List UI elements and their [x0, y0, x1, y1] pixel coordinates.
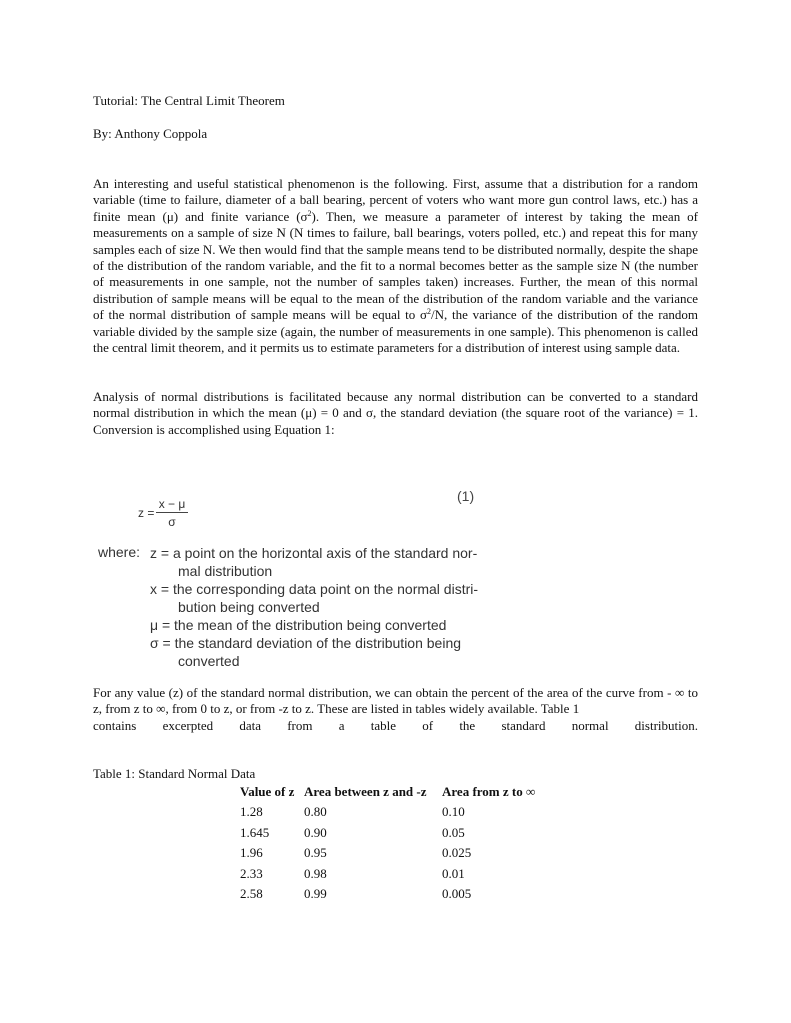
column-header-z: Value of z — [240, 784, 295, 799]
equation-fraction — [156, 497, 188, 529]
column-header-area-between: Area between z and -z — [304, 784, 427, 799]
cell-area-between: 0.98 — [304, 865, 327, 881]
equation-number: (1) — [457, 488, 475, 504]
equation-where-label: where: — [98, 544, 141, 560]
cell-z: 1.645 — [240, 824, 270, 840]
cell-z: 1.96 — [240, 845, 263, 860]
definition-z: z = a point on the horizontal axis of the standard nor- mal distribution — [150, 545, 478, 579]
paragraph-clt-intro: An interesting and useful statistical phenomenon is the following. First, assume that a distribution for a random variable (time to failure, diameter of a ball bearing, percent of voters who want more gun control laws, etc.) has a finite mean (μ) and finite variance $(\sigma^2)$. Then, we measure a parameter of interest by taking the mean of measurements on a sample of size N (N times to failure, ball bearings, voters polled, etc.) and repeat this for many samples each of size N. We then would find that the sample means tend to be distributed normally, despite the shape of the distribution of the random variable, and the fit to a normal becomes better as the sample size N (the number of measurements in one sample, not the number of samples taken) increases. Further, the mean of this normal distribution of sample means will be equal to the mean of the distribution of the random variable and the variance of the normal distribution of sample means will be equal to $\sigma^2/N$, the variance of the distribution of the random variable divided by the sample size (again, the number of measurements in one sample). This phenomenon is called the central limit theorem, and it permits us to estimate parameters for a distribution of interest using sample data. — [93, 176, 698, 356]
cell-area-between: 0.95 — [304, 845, 327, 860]
paragraph-normal-conversion: Analysis of normal distributions is facilitated because any normal distribution can be converted to a standard normal distribution in which the mean (μ) = 0 and σ, the standard deviation (the square root of the variance) = 1. Conversion is accomplished using Equation 1: — [93, 389, 698, 437]
equation-lhs: z = — [138, 506, 155, 520]
cell-z: 2.58 — [240, 886, 263, 901]
standard-normal-table — [240, 784, 562, 907]
cell-z: 2.33 — [240, 865, 263, 881]
document-author: By: Anthony Coppola — [93, 126, 208, 141]
table-row — [240, 825, 562, 846]
cell-area-between: 0.90 — [304, 824, 327, 840]
definition-x: x = the corresponding data point on the normal distri- bution being converted — [150, 581, 479, 615]
column-header-area-tail: Area from z to ∞ — [442, 784, 536, 799]
table-row — [240, 845, 562, 866]
table-header-row — [240, 784, 562, 804]
table-caption: Table 1: Standard Normal Data — [93, 766, 256, 781]
cell-area-tail: 0.01 — [442, 865, 465, 881]
cell-area-tail: 0.05 — [442, 824, 465, 840]
equation-numerator: x − μ — [156, 497, 188, 513]
cell-area-between: 0.99 — [304, 886, 327, 901]
document-title: Tutorial: The Central Limit Theorem — [93, 93, 285, 108]
cell-z: 1.28 — [240, 804, 263, 819]
definition-mu: μ = the mean of the distribution being converted — [150, 617, 447, 633]
cell-area-tail: 0.10 — [442, 804, 465, 819]
cell-area-tail: 0.005 — [442, 886, 472, 901]
equation-denominator: σ — [168, 515, 176, 529]
cell-area-between: 0.80 — [304, 804, 327, 819]
paragraph-area-lookup: For any value (z) of the standard normal distribution, we can obtain the percent of the area of the curve from - ∞ to z, from z to ∞, from 0 to z, or from -z to z. These are listed in tables widely available. Table 1 contains excerpted data from a table of the standard normal distribution. — [93, 685, 698, 733]
equation-figure — [96, 488, 496, 673]
cell-area-tail: 0.025 — [442, 845, 472, 860]
definition-sigma: σ = the standard deviation of the distribution being converted — [150, 635, 462, 669]
table-row — [240, 866, 562, 887]
table-row — [240, 886, 562, 907]
table-row — [240, 804, 562, 825]
